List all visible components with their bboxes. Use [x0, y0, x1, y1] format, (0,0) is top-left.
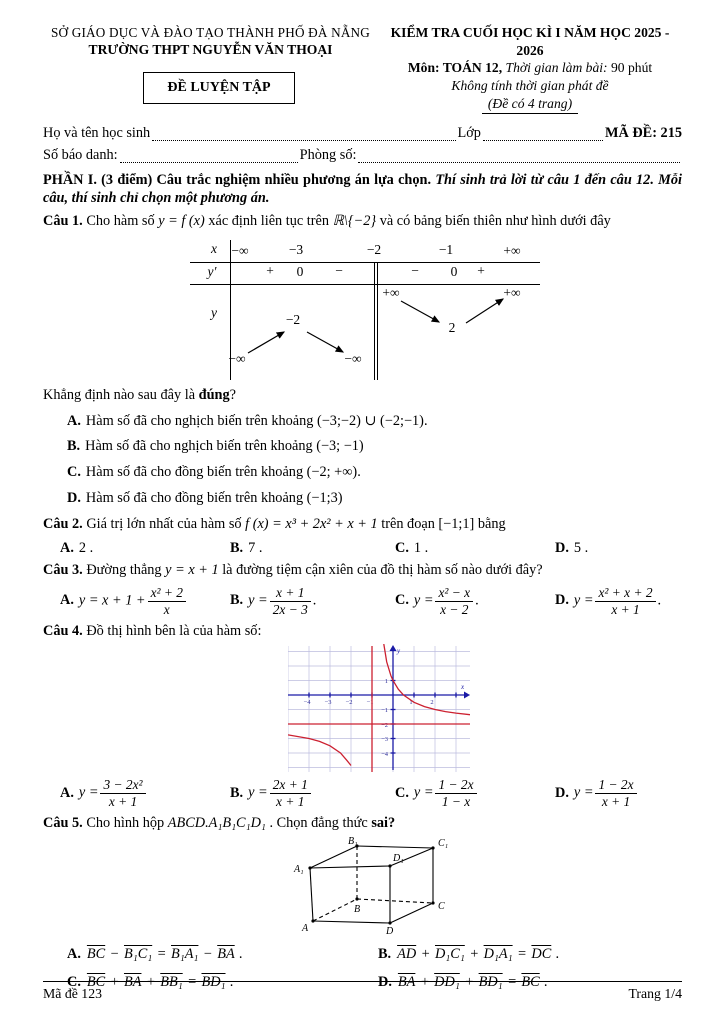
q1-text2: xác định liên tục trên: [208, 212, 330, 229]
fraction-denominator: x: [163, 601, 170, 617]
question-4: [43, 622, 682, 641]
option-letter: B.: [67, 438, 81, 455]
q3-options: [43, 585, 682, 618]
option-letter: A.: [60, 592, 74, 609]
y-tick: −3: [381, 736, 388, 744]
option-text: Hàm số đã cho đồng biến trên khoảng (−1;3): [85, 489, 343, 506]
vertex-label: D₁: [393, 853, 404, 865]
vector-equation: $\overline{BA} + DD_1 + BD_1 = \overline{BC}$ .: [397, 973, 548, 990]
exam-duration: 90 phút: [610, 60, 653, 76]
y-axis-arrow: [390, 645, 397, 651]
q3-option-a: [43, 585, 230, 618]
option-letter: D.: [378, 973, 392, 990]
student-class-field: [483, 126, 603, 141]
option-letter: C.: [395, 784, 409, 801]
question-3: [43, 561, 682, 580]
q3-option-c: [395, 585, 555, 618]
q1-ask2: ?: [229, 387, 237, 404]
y-tick: −4: [381, 751, 388, 759]
option-letter: D.: [555, 539, 569, 556]
exam-title: KIỂM TRA CUỐI HỌC KÌ I NĂM HỌC 2025 - 2026: [390, 25, 670, 58]
q1-text1: Cho hàm số: [86, 212, 155, 229]
bbt-sign: −: [411, 263, 419, 279]
student-id-row: [43, 146, 682, 165]
bbt-arrows: [190, 240, 540, 380]
q5-label: Câu 5.: [43, 814, 83, 831]
q4-option-c: [395, 777, 555, 810]
fraction-denominator: 1 − x: [441, 793, 471, 809]
x-tick: −4: [303, 699, 311, 707]
function-graph: [288, 644, 470, 772]
option-pre: y =: [78, 784, 99, 801]
q4-options: [43, 777, 682, 810]
option-letter: C.: [395, 539, 409, 556]
fraction: [595, 777, 636, 810]
department-name: SỞ GIÁO DỤC VÀ ĐÀO TẠO THÀNH PHỐ ĐÀ NẴNG: [50, 25, 370, 40]
option-letter: D.: [555, 784, 569, 801]
q4-option-b: [230, 777, 395, 810]
fraction-denominator: x + 1: [108, 793, 138, 809]
q4-graph: [288, 644, 470, 772]
room-field: [358, 148, 680, 163]
x-axis-label: x: [461, 683, 465, 692]
student-class-label: Lớp: [457, 125, 481, 142]
q1-math1: y = f (x): [158, 212, 205, 229]
fraction: [270, 585, 311, 618]
q1-text3: và có bảng biến thiên như hình dưới đây: [379, 212, 611, 229]
option-letter: D.: [555, 592, 569, 609]
fraction-numerator: x² − x: [435, 585, 473, 602]
q1-option-a: [67, 412, 682, 431]
option-letter: A.: [67, 946, 81, 963]
page-footer: [43, 981, 682, 1003]
option-text: Hàm số đã cho nghịch biến trên khoảng (−3;−2) ∪ (−2;−1).: [85, 412, 428, 429]
q1-ask-bold: đúng: [198, 387, 230, 404]
header: [43, 24, 682, 114]
bbt-sign: −: [335, 263, 343, 279]
q5-text2: . Chọn đẳng thức: [269, 814, 368, 831]
q3-option-d: [555, 585, 682, 618]
q2-option-c: [395, 539, 555, 558]
q1-label: Câu 1.: [43, 212, 83, 229]
fraction-numerator: x + 1: [270, 585, 311, 602]
vector-equation: $\overline{BC} - B_1C_1 = B_1A_1 - \overline{BA}$ .: [86, 946, 243, 963]
variation-table: [190, 240, 540, 380]
option-letter: B.: [230, 539, 244, 556]
bbt-x-value: −1: [438, 242, 454, 258]
option-pre: y =: [413, 592, 434, 609]
option-pre: y =: [573, 784, 594, 801]
bbt-y-label: y: [211, 305, 217, 321]
part1-heading: [43, 171, 682, 208]
option-pre: y =: [413, 784, 434, 801]
q3-text2: là đường tiệm cận xiên của đồ thị hàm số nào dưới đây?: [222, 562, 543, 579]
q1-option-b: [67, 437, 682, 456]
q2-option-d: [555, 539, 682, 558]
fraction: [595, 585, 655, 618]
option-text: 2 .: [78, 539, 94, 556]
parallelepiped-figure: [290, 836, 475, 936]
fraction: [100, 777, 145, 810]
vertex-label: A: [302, 923, 309, 935]
q1-option-d: [67, 489, 682, 508]
student-name-field: [152, 126, 455, 141]
vector-equation: $\overline{AD} + D_1C_1 + D_1A_1 = \overline{DC}$ .: [397, 946, 560, 963]
q1-ask1: Khẳng định nào sau đây là: [43, 387, 196, 404]
header-left: [43, 24, 378, 114]
exam-code: MÃ ĐỀ: 215: [604, 125, 682, 142]
exam-subject: Môn: TOÁN 12,: [407, 60, 503, 76]
student-name-row: [43, 124, 682, 143]
q5-text-bold: sai?: [371, 814, 396, 831]
fraction-numerator: 2x + 1: [270, 777, 311, 794]
vector-equation: $\overline{BC} + \overline{BA} + BB_1 = BD_1$ .: [86, 973, 234, 990]
bbt-y-value: −∞: [228, 351, 246, 367]
q3-text1: Đường thẳng: [86, 562, 162, 579]
bbt-sign: 0: [450, 264, 458, 280]
q5-option-b: [378, 945, 682, 964]
q2-option-a: [43, 539, 230, 558]
q1-option-c: [67, 463, 682, 482]
q4-text1: Đồ thị hình bên là của hàm số:: [86, 622, 262, 639]
fraction-denominator: x + 1: [276, 793, 305, 809]
q4-option-d: [555, 777, 682, 810]
option-text: 7 .: [248, 539, 263, 556]
y-tick: 1: [384, 678, 388, 686]
option-letter: C.: [67, 973, 81, 990]
exam-note2: (Đề có 4 trang): [487, 95, 573, 111]
option-letter: B.: [230, 592, 244, 609]
header-right: [378, 24, 682, 114]
fraction-denominator: 2x − 3: [272, 601, 308, 617]
student-id-label: Số báo danh:: [43, 146, 118, 163]
option-pre: y = x + 1 +: [78, 592, 146, 609]
option-text: 1 .: [413, 539, 429, 556]
option-letter: C.: [395, 592, 409, 609]
q5-math1: ABCD.A₁B₁C₁D₁: [167, 814, 266, 831]
fraction: [435, 585, 473, 618]
option-pre: y =: [248, 592, 268, 609]
q4-option-a: [43, 777, 230, 810]
bbt-y-value: −2: [285, 312, 301, 328]
y-tick: −2: [381, 722, 388, 730]
option-post: .: [312, 592, 317, 609]
q4-label: Câu 4.: [43, 622, 83, 639]
option-text: Hàm số đã cho đồng biến trên khoảng (−2; +∞).: [85, 463, 361, 480]
option-text: Hàm số đã cho nghịch biến trên khoảng (−3; −1): [85, 438, 364, 455]
vertex-label: D: [386, 926, 394, 937]
fraction-denominator: x − 2: [440, 601, 469, 617]
q1-question-line: [43, 386, 682, 405]
vertex-label: C₁: [438, 838, 449, 850]
bbt-yprime-label: y′: [207, 264, 217, 280]
option-letter: A.: [60, 784, 74, 801]
fraction: [270, 777, 311, 810]
q2-text1: Giá trị lớn nhất của hàm số: [86, 516, 242, 533]
bbt-x-value: −∞: [231, 243, 249, 259]
fraction-numerator: x² + x + 2: [595, 585, 655, 602]
fraction-denominator: x + 1: [601, 793, 631, 809]
y-tick: −1: [381, 707, 388, 715]
exam-subject-line: [378, 59, 682, 77]
option-letter: A.: [60, 539, 74, 556]
q2-option-b: [230, 539, 395, 558]
exam-duration-label: Thời gian làm bài:: [505, 60, 608, 76]
fraction-denominator: x + 1: [611, 601, 640, 617]
fraction-numerator: 1 − 2x: [435, 777, 476, 794]
q2-math1: f (x) = x³ + 2x² + x + 1: [245, 516, 378, 533]
q3-label: Câu 3.: [43, 562, 83, 579]
q2-options: [43, 539, 682, 558]
bbt-y-value: +∞: [382, 285, 400, 301]
footer-exam-code: Mã đề 123: [43, 986, 103, 1001]
x-tick: 1: [409, 699, 413, 707]
option-pre: y =: [573, 592, 594, 609]
option-letter: B.: [230, 784, 244, 801]
q2-label: Câu 2.: [43, 516, 83, 533]
q2-text3: bằng: [477, 516, 506, 533]
q5-text1: Cho hình hộp: [86, 814, 165, 831]
room-label: Phòng số:: [299, 146, 357, 163]
bbt-x-value: −3: [288, 242, 304, 258]
option-letter: C.: [67, 463, 81, 480]
school-name: TRƯỜNG THPT NGUYỄN VĂN THOẠI: [88, 42, 333, 58]
curve-left-branch: [288, 735, 351, 766]
option-post: .: [475, 592, 479, 609]
option-letter: B.: [378, 946, 392, 963]
q5-option-a: [43, 945, 378, 964]
bbt-x-value: −2: [366, 242, 382, 258]
option-letter: A.: [67, 412, 81, 429]
student-id-field: [120, 148, 298, 163]
option-pre: y =: [248, 784, 268, 801]
student-name-label: Họ và tên học sinh: [43, 125, 151, 142]
q1-math2: ℝ\{−2}: [332, 212, 377, 229]
option-letter: D.: [67, 489, 81, 506]
question-5: [43, 814, 682, 833]
header-rule: [482, 113, 578, 114]
q2-text2: trên đoạn: [381, 516, 435, 533]
part1-heading-bold: PHẦN I. (3 điểm) Câu trắc nghiệm nhiều phương án lựa chọn.: [43, 171, 432, 188]
bbt-x-value: +∞: [503, 243, 521, 259]
option-post: .: [657, 592, 662, 609]
x-tick: −3: [324, 699, 332, 707]
q3-math1: y = x + 1: [165, 562, 219, 579]
x-axis-arrow: [464, 692, 470, 699]
vertex-label: C: [438, 901, 445, 913]
exam-note1: Không tính thời gian phát đề: [451, 78, 609, 94]
bbt-y-value: 2: [448, 320, 456, 336]
fraction-numerator: 3 − 2x²: [100, 777, 145, 794]
q2-math2: [−1;1]: [438, 516, 475, 533]
vertex-label: B₁: [348, 836, 358, 848]
bbt-y-value: −∞: [344, 351, 362, 367]
x-tick: 2: [430, 699, 434, 707]
part1-heading-italic: Thí sinh trả lời từ câu 1 đến câu 12. Mỗi câu, thí sinh chỉ chọn một phương án.: [43, 171, 682, 207]
bbt-y-value: +∞: [503, 285, 521, 301]
bbt-sign: +: [266, 263, 274, 279]
bbt-sign: +: [477, 263, 485, 279]
vertex-label: A₁: [294, 864, 304, 876]
bbt-sign: 0: [296, 264, 304, 280]
x-tick: −2: [345, 699, 353, 707]
question-1: [43, 212, 682, 231]
fraction: [148, 585, 186, 618]
q3-option-b: [230, 585, 395, 618]
question-2: [43, 515, 682, 534]
bbt-x-label: x: [211, 241, 217, 257]
fraction: [435, 777, 476, 810]
x-tick: −1: [366, 699, 374, 707]
footer-page-number: Trang 1/4: [628, 986, 682, 1001]
y-axis-label: y: [397, 647, 401, 656]
fraction-numerator: x² + 2: [148, 585, 186, 602]
exam-type-box: ĐỀ LUYỆN TẬP: [143, 72, 295, 104]
option-text: 5 .: [573, 539, 589, 556]
q5-box-figure: [290, 836, 475, 936]
q5-options-row1: [43, 945, 682, 964]
fraction-numerator: 1 − 2x: [595, 777, 636, 794]
vertex-label: B: [354, 904, 361, 916]
